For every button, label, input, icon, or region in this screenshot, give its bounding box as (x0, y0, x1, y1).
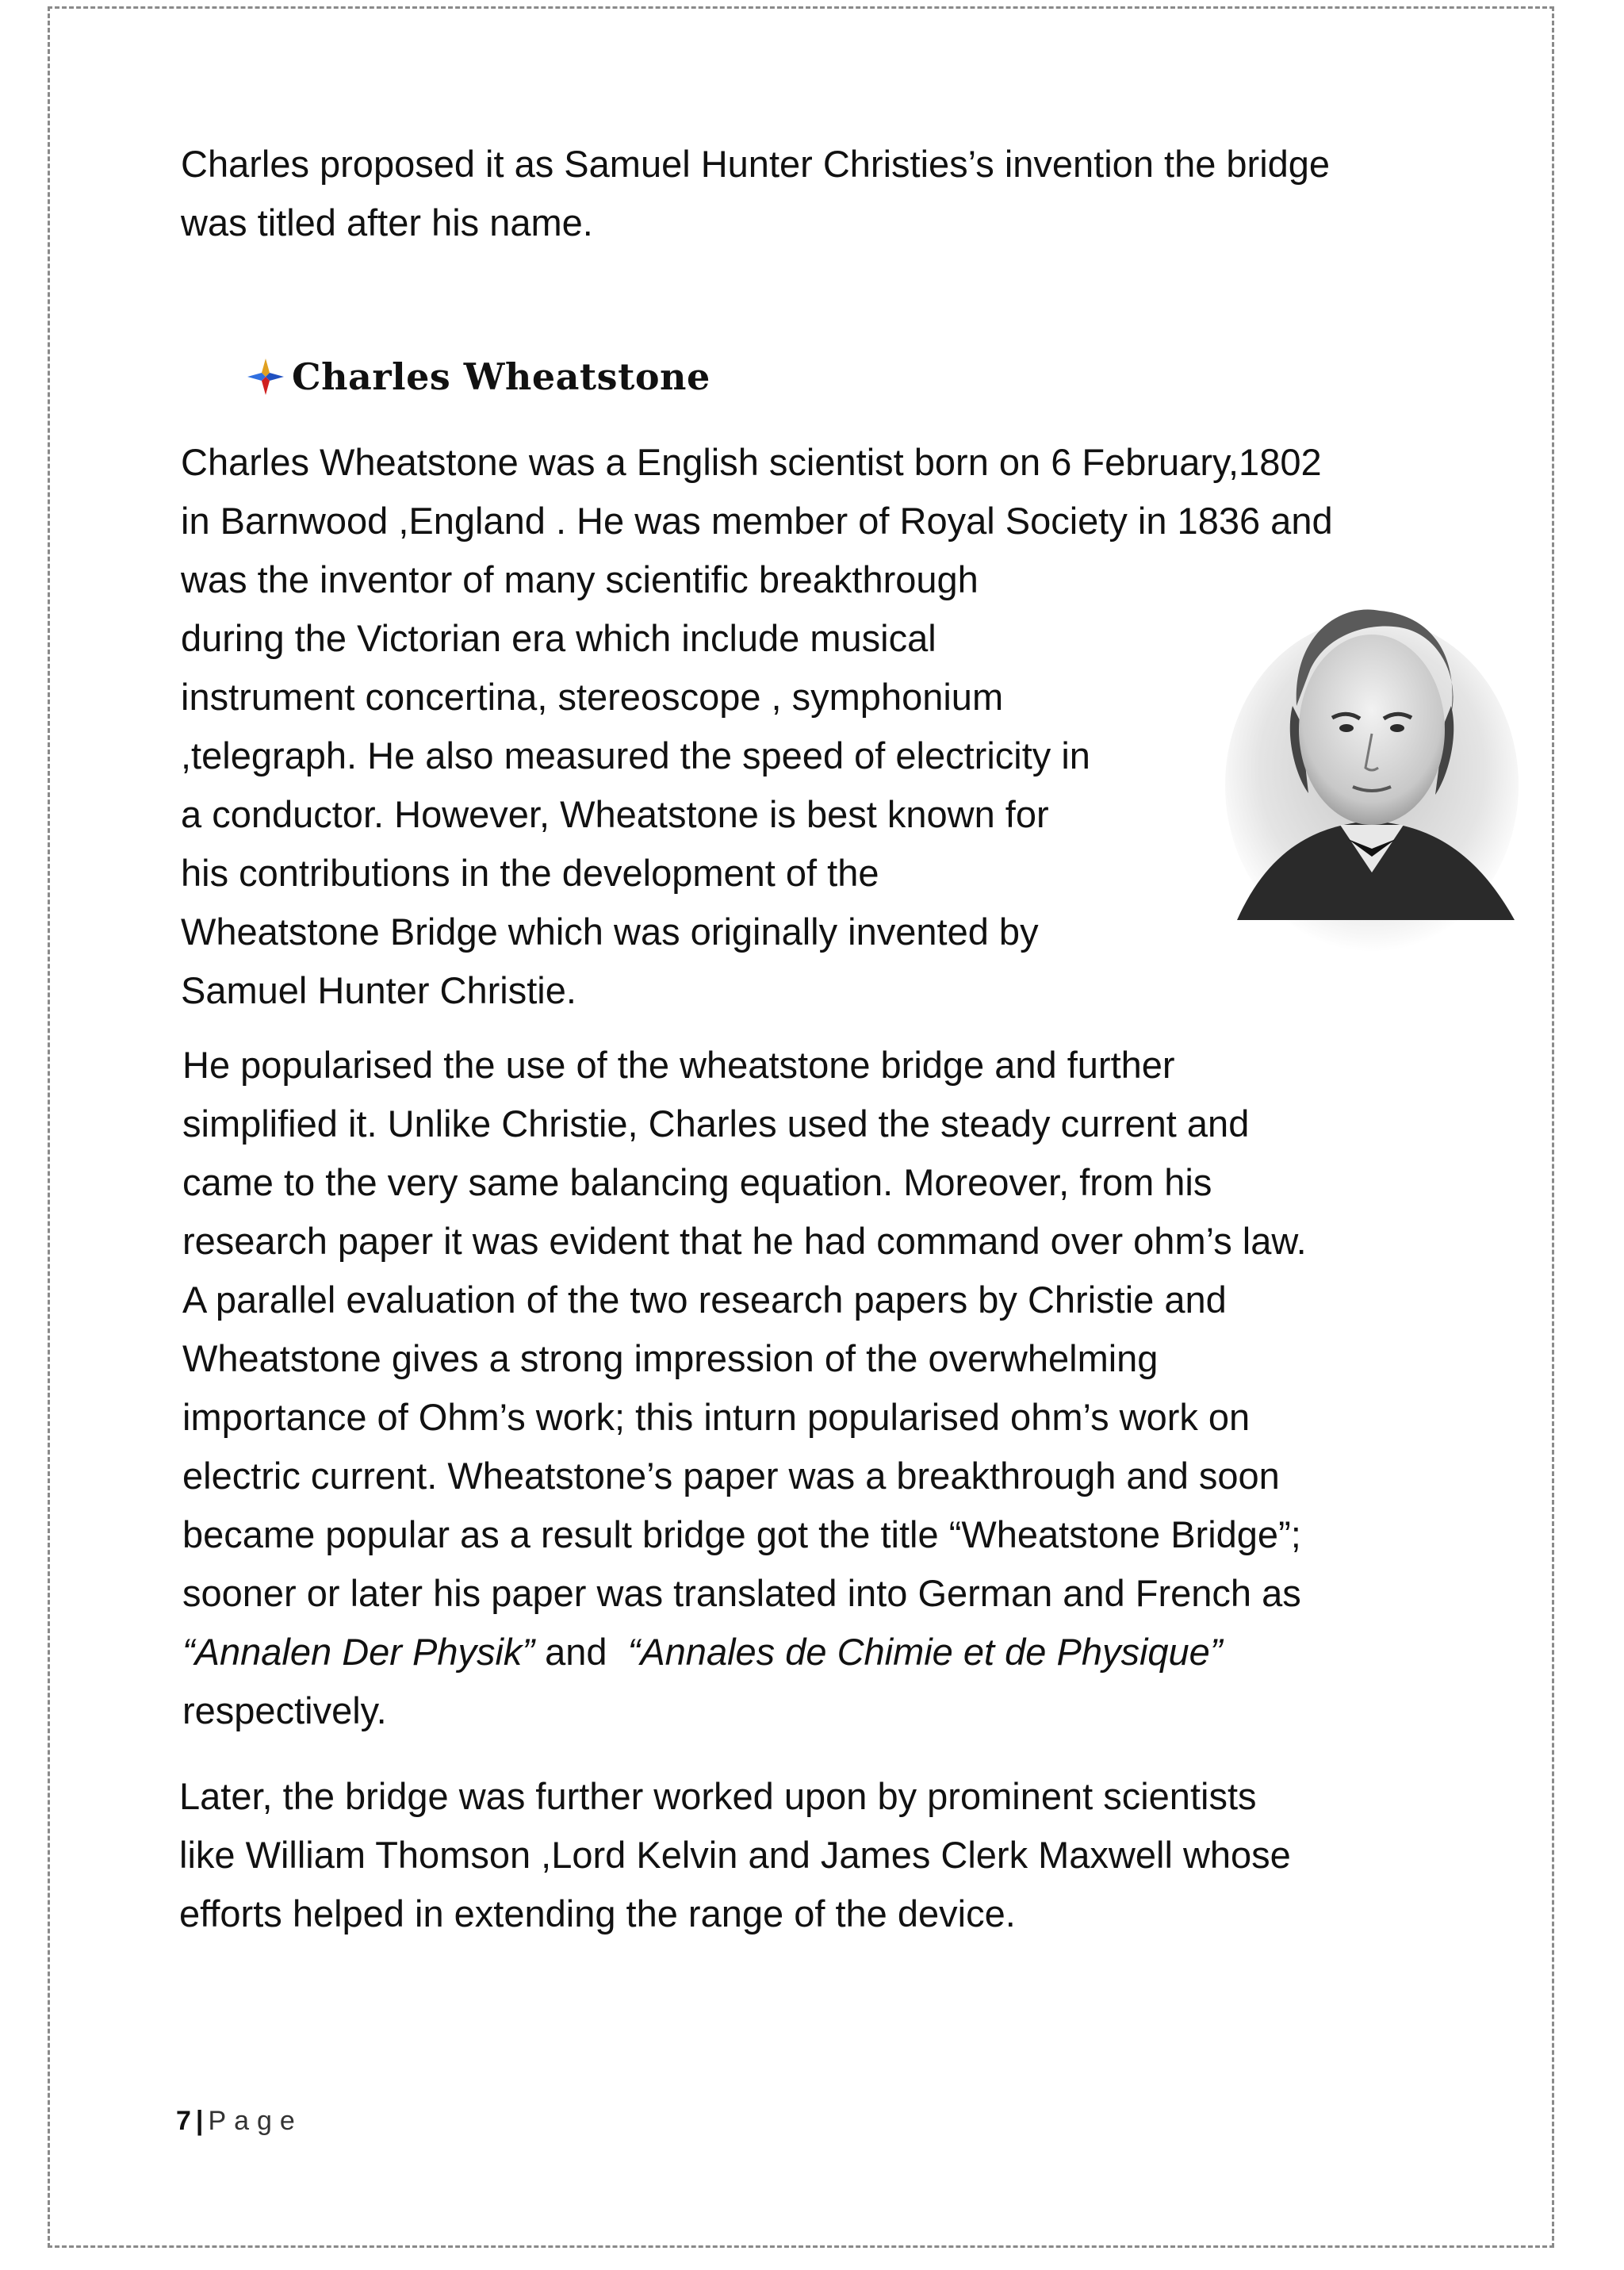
journal-title-german: “Annalen Der Physik” (182, 1631, 535, 1673)
wheatstone-portrait-image (1221, 587, 1522, 952)
text-line: like William Thomson ,Lord Kelvin and James Clerk Maxwell whose (179, 1834, 1291, 1876)
popularisation-paragraph (182, 1036, 1451, 1740)
journal-title-french: “Annales de Chimie et de Physique” (627, 1631, 1223, 1673)
text-line: during the Victorian era which include musical (181, 617, 936, 659)
text-line: He popularised the use of the wheatstone bridge and further (182, 1044, 1175, 1086)
intro-paragraph (181, 135, 1442, 252)
later-work-paragraph (179, 1767, 1416, 1943)
text-line: became popular as a result bridge got the title “Wheatstone Bridge”; (182, 1513, 1301, 1555)
text-line: Samuel Hunter Christie. (181, 969, 576, 1011)
text-line: his contributions in the development of the (181, 852, 879, 894)
journal-joiner: and (534, 1631, 628, 1673)
text-line: Charles proposed it as Samuel Hunter Christies’s invention the bridge (181, 143, 1331, 185)
text-line: research paper it was evident that he had command over ohm’s law. (182, 1220, 1307, 1262)
text-line: was titled after his name. (181, 201, 593, 243)
text-line: Wheatstone Bridge which was originally invented by (181, 911, 1039, 953)
text-line: electric current. Wheatstone’s paper was a breakthrough and soon (182, 1455, 1280, 1497)
text-line: Wheatstone gives a strong impression of the overwhelming (182, 1337, 1159, 1379)
section-title: Charles Wheatstone (292, 355, 710, 398)
page-footer (176, 2106, 303, 2137)
page-number: 7 (176, 2106, 191, 2136)
four-pointed-star-bullet-icon (246, 357, 285, 397)
text-line: was the inventor of many scientific breakthrough (181, 558, 979, 600)
text-line: A parallel evaluation of the two research papers by Christie and (182, 1279, 1227, 1321)
page-label: Page (208, 2106, 303, 2136)
text-line: instrument concertina, stereoscope , symphonium (181, 676, 1004, 718)
section-heading (246, 355, 710, 398)
text-line: importance of Ohm’s work; this inturn popularised ohm’s work on (182, 1396, 1251, 1438)
text-line: sooner or later his paper was translated into German and French as (182, 1572, 1301, 1614)
text-line: Later, the bridge was further worked upon by prominent scientists (179, 1775, 1257, 1817)
text-line: respectively. (182, 1689, 387, 1731)
text-line: came to the very same balancing equation. Moreover, from his (182, 1161, 1212, 1203)
text-line: simplified it. Unlike Christie, Charles used the steady current and (182, 1102, 1250, 1145)
text-line: a conductor. However, Wheatstone is best known for (181, 793, 1049, 835)
text-line: ,telegraph. He also measured the speed of electricity in (181, 734, 1090, 776)
footer-separator: | (195, 2106, 204, 2136)
text-line-journals (182, 1623, 1451, 1681)
text-line: in Barnwood ,England . He was member of Royal Society in 1836 and (181, 500, 1333, 542)
text-line: efforts helped in extending the range of the device. (179, 1892, 1016, 1934)
text-line: Charles Wheatstone was a English scientist born on 6 February,1802 (181, 441, 1322, 483)
